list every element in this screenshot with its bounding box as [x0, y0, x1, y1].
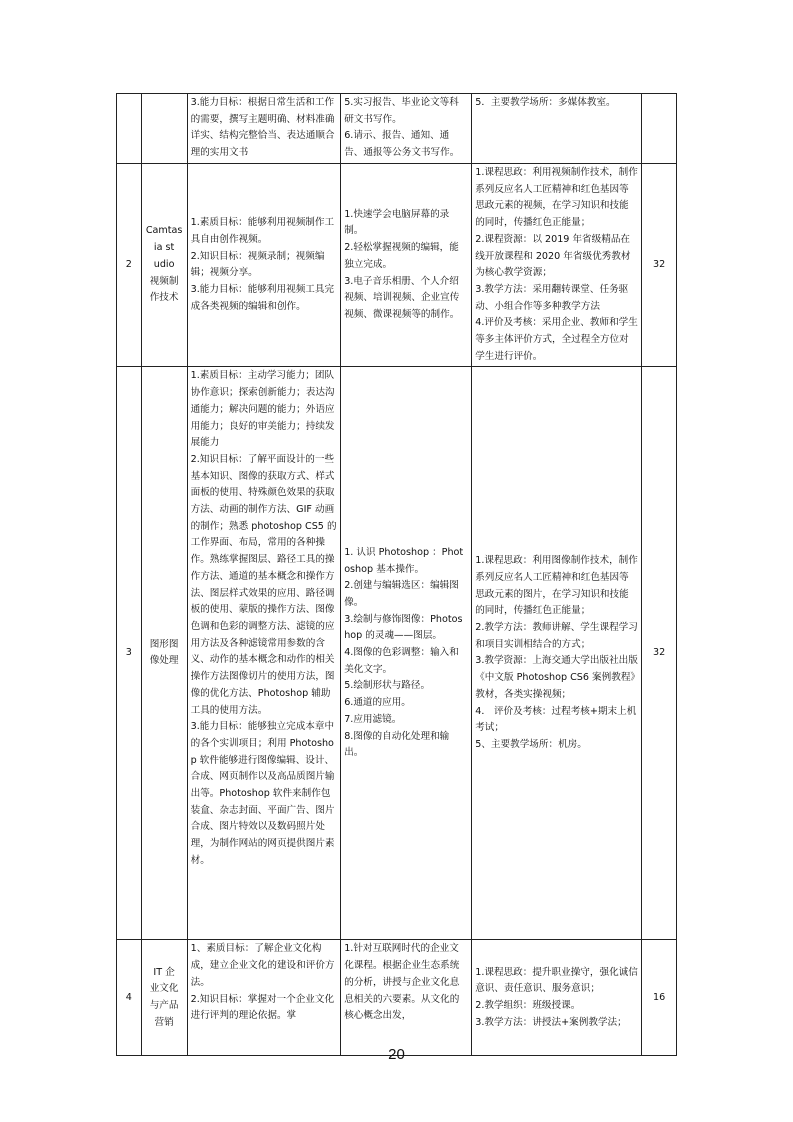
- content-item: 5.绘制形状与路径。: [344, 680, 431, 692]
- requirement-item: 3.教学资源：上海交通大学出版社出版《中文版 Photoshop CS6 案例教程》教材，各类实操视频；: [475, 655, 638, 700]
- requirement-item: 3.教学方法：采用翻转课堂、任务驱动、小组合作等多种教学方法: [475, 283, 629, 312]
- course-name-line: 作技术: [149, 292, 179, 304]
- table-row: [117, 367, 677, 940]
- goal-item: 1.素质目标：能够利用视频制作工具自由创作视频。: [190, 217, 335, 245]
- teaching-requirements-cell: [472, 367, 642, 940]
- goal-item: 3.能力目标：能够利用视频工具完成各类视频的编辑和创作。: [190, 283, 335, 312]
- course-name-line: 业文化: [149, 983, 179, 995]
- course-name-line: 与产品: [149, 999, 179, 1011]
- content-item: 4.图像的色彩调整：输入和美化文字。: [344, 647, 459, 675]
- content-item: 1. 认识 Photoshop ：Photoshop 基本操作。: [344, 546, 464, 575]
- goal-item: 1.素质目标：主动学习能力；团队协作意识；探索创新能力；表达沟通能力；解决问题的能力；外语应用能力；良好的审美能力；持续发展能力: [190, 370, 335, 449]
- content-item: 6.请示、报告、通知、通告、通报等公务文书写作。: [344, 130, 460, 159]
- course-content-cell: [341, 164, 472, 367]
- goal-item: 3.能力目标：根据日常生活和工作的需要，撰写主题明确、材料准确详实、结构完整恰当、表达通顺合理的实用文书: [190, 97, 335, 159]
- requirement-item: 1.课程思政：利用图像制作技术，制作系列反应名人工匠精神和红色基因等思政元素的图片，在学习知识和技能的同时，传播红色正能量；: [475, 555, 638, 617]
- goal-item: 1、素质目标：了解企业文化构成，建立企业文化的建设和评价方法。: [190, 943, 335, 988]
- table-row: [117, 940, 677, 1056]
- course-table: [116, 93, 677, 1056]
- table-row: [117, 164, 677, 367]
- goal-item: 2.知识目标：了解平面设计的一些基本知识、图像的获取方式、样式面板的使用、特殊颜色效果的获取方法、动画的制作方法、GIF 动画的制作；熟悉 photoshop CS5 的工作界面、布局，常用的各种操作。熟练掌握图层、路径工具的操作方法、通道的基本概念和操作方法、图层样式效果的应用、路径调板的使用、蒙版的操作方法、图像色调和色彩的调整方法、滤镜的应用方法及各种滤镜常用参数的含义、动作的基本概念和动作的相关操作方法图像切片的使用方法，图像的优化方法、Photoshop 辅助工具的使用方法。: [190, 453, 337, 716]
- goal-item: 2.知识目标：掌握对一个企业文化进行评判的理论依据。掌: [190, 993, 335, 1022]
- row-number-cell: 2: [117, 164, 142, 367]
- content-item: 1.快速学会电脑屏幕的录制。: [344, 208, 450, 237]
- course-hours-cell: [642, 94, 677, 164]
- content-item: 2.创建与编辑选区：编辑图像。: [344, 580, 459, 608]
- course-name-cell: [141, 367, 187, 940]
- course-name-line: IT 企: [153, 966, 175, 978]
- course-name-line: Camtas: [145, 225, 183, 237]
- course-name-line: 营销: [154, 1016, 174, 1028]
- course-name-cell: [141, 94, 187, 164]
- content-item: 1.针对互联网时代的企业文化课程。根据企业生态系统的分析，讲授与企业文化息息相关的六要素。从文化的核心概念出发，: [344, 943, 460, 1022]
- course-hours-cell: 32: [642, 367, 677, 940]
- page-number: 20: [388, 1046, 405, 1063]
- content-item: 6.通道的应用。: [344, 697, 411, 709]
- goal-item: 2.知识目标：视频录制；视频编辑；视频分享。: [190, 250, 325, 279]
- requirement-item: 1.课程思政：提升职业操守，强化诚信意识、责任意识、服务意识；: [475, 966, 638, 995]
- course-name-line: 像处理: [149, 655, 179, 667]
- teaching-requirements-cell: [472, 94, 642, 164]
- course-goals-cell: [187, 94, 341, 164]
- course-goals-cell: [187, 164, 341, 367]
- table-row: [117, 94, 677, 164]
- course-goals-cell: [187, 367, 341, 940]
- course-name-line: 图形图: [149, 638, 179, 650]
- course-content-cell: [341, 94, 472, 164]
- content-item: 8.图像的自动化处理和输出。: [344, 730, 450, 759]
- course-name-line: 视频制: [149, 275, 179, 287]
- requirement-item: 5．主要教学场所：多媒体教室。: [475, 97, 616, 108]
- course-table-body: [117, 94, 677, 1056]
- requirement-item: 4． 评价及考核：过程考核+期末上机考试；: [475, 705, 637, 734]
- content-item: 7.应用滤镜。: [344, 713, 402, 725]
- requirement-item: 4.评价及考核：采用企业、教师和学生等多主体评价方式，全过程全方位对学生进行评价。: [475, 317, 638, 362]
- row-number-cell: 3: [117, 367, 142, 940]
- course-hours-cell: 16: [642, 940, 677, 1056]
- course-name-line: ia st: [153, 242, 175, 254]
- course-name-line: udio: [153, 258, 175, 270]
- goal-item: 3.能力目标：能够独立完成本章中的各个实训项目；利用 Photoshop 软件能够进行图像编辑、设计、合成、网页制作以及高品质图片输出等。Photoshop 软件来制作包装盒、杂志封面、平面广告、图片合成、图片特效以及数码照片处理，为制作网站的网页提供图片素材。: [190, 721, 335, 866]
- course-name-cell: [141, 164, 187, 367]
- row-number-cell: 4: [117, 940, 142, 1056]
- requirement-item: 2.课程资源：以 2019 年省级精品在线开放课程和 2020 年省级优秀教材为核心教学资源；: [475, 233, 631, 279]
- teaching-requirements-cell: [472, 164, 642, 367]
- teaching-requirements-cell: [472, 940, 642, 1056]
- row-number-cell: [117, 94, 142, 164]
- course-goals-cell: [187, 940, 341, 1056]
- requirement-item: 2.教学组织：班级授课。: [475, 999, 581, 1011]
- requirement-item: 5、主要教学场所：机房。: [475, 738, 587, 750]
- course-name-cell: [141, 940, 187, 1056]
- requirement-item: 3.教学方法：讲授法+案例教学法；: [475, 1016, 627, 1028]
- requirement-item: 1.课程思政：利用视频制作技术，制作系列反应名人工匠精神和红色基因等思政元素的视频，在学习知识和技能的同时，传播红色正能量；: [475, 167, 638, 229]
- course-hours-cell: 32: [642, 164, 677, 367]
- content-item: 3.绘制与修饰图像：Photoshop 的灵魂——图层。: [344, 613, 463, 642]
- course-content-cell: [341, 940, 472, 1056]
- content-item: 5.实习报告、毕业论文等科研文书写作。: [344, 97, 459, 125]
- course-content-cell: [341, 367, 472, 940]
- content-item: 2.轻松掌握视频的编辑，能独立完成。: [344, 242, 459, 270]
- content-item: 3.电子音乐相册、个人介绍视频、培训视频、企业宣传视频、微课视频等的制作。: [344, 275, 460, 320]
- requirement-item: 2.教学方法：教师讲解、学生课程学习和项目实训相结合的方式；: [475, 622, 638, 650]
